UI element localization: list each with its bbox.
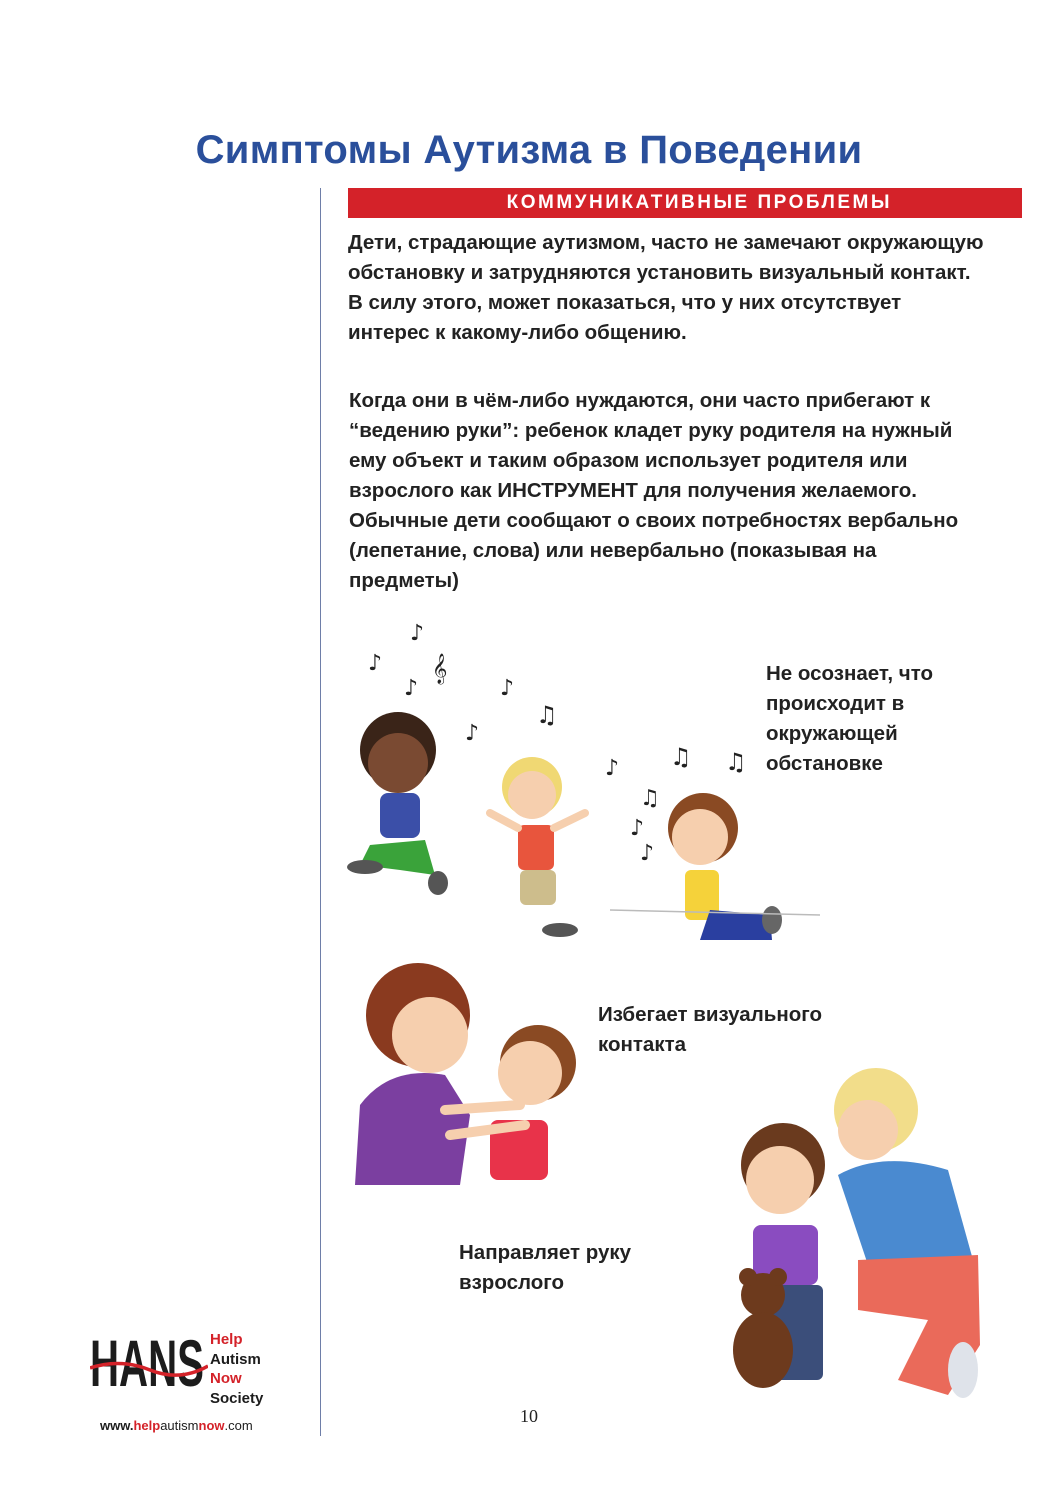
section-banner-label: КОММУНИКАТИВНЫЕ ПРОБЛЕМЫ: [506, 192, 892, 213]
logo-word-help: Help: [210, 1331, 243, 1348]
hans-logo-wordmark: HANS: [90, 1328, 204, 1398]
svg-text:♪: ♪: [404, 676, 419, 701]
svg-text:♪: ♪: [605, 756, 620, 781]
paragraph-hand-leading-part1: Когда они в чём-либо нуждаются, они часто прибегают к “ведению руки”: ребенок кладет руку родителя на нужный ему объект и таким образом использует родителя или взрослого как: [349, 389, 953, 502]
paragraph-hand-leading: [349, 386, 989, 596]
url-help: help: [133, 1418, 161, 1433]
paragraph-intro: Дети, страдающие аутизмом, часто не замечают окружающую обстановку и затрудняются установить визуальный контакт. В силу этого, может показаться, что у них отсутствует интерес к какому-либо общению.: [348, 231, 984, 344]
paragraph-hand-leading-part2: для получения желаемого. Обычные дети сообщают о своих потребностях вербально (лепетание, слова) или невербально (показывая на предметы): [349, 479, 959, 592]
svg-text:♫: ♫: [670, 743, 692, 771]
adult-holding-face: [355, 963, 470, 1185]
hans-logo-words: [210, 1330, 263, 1408]
column-divider: [320, 188, 321, 1436]
caption-unaware: Не осознает, что происходит в окружающей обстановке: [766, 662, 933, 775]
url-prefix: www.: [100, 1418, 134, 1433]
child-dancing-1: [347, 712, 448, 895]
page-number: 10: [520, 1406, 538, 1426]
svg-text:𝄞: 𝄞: [432, 654, 448, 684]
logo-word-now: Now: [210, 1370, 242, 1387]
svg-text:♪: ♪: [368, 651, 383, 676]
url-autism: autism: [160, 1418, 199, 1433]
caption-avoids-eye-contact: Избегает визуального контакта: [598, 1003, 823, 1056]
svg-text:♫: ♫: [725, 748, 747, 776]
hand-guiding-illustration: [718, 1060, 988, 1405]
url-now: now: [198, 1418, 225, 1433]
eye-contact-illustration: [350, 955, 590, 1195]
svg-text:♫: ♫: [536, 701, 558, 729]
adult-kneeling: [834, 1068, 980, 1398]
logo-word-autism: Autism: [210, 1350, 261, 1368]
svg-text:♪: ♪: [640, 841, 655, 866]
svg-text:♫: ♫: [640, 786, 660, 811]
paragraph-emphasis: ИНСТРУМЕНТ: [497, 479, 638, 502]
logo-word-society: Society: [210, 1389, 264, 1407]
caption-guides-hand: Направляет руку взрослого: [459, 1241, 632, 1294]
svg-text:♪: ♪: [465, 721, 480, 746]
page-title: Симптомы Аутизма в Поведении: [195, 128, 863, 172]
svg-text:♪: ♪: [500, 676, 515, 701]
section-banner: [348, 188, 1022, 218]
svg-text:♪: ♪: [630, 816, 645, 841]
svg-text:♪: ♪: [410, 621, 425, 646]
child-dancing-2: [490, 757, 585, 937]
hans-logo-mark: [90, 1328, 208, 1398]
url-suffix: .com: [224, 1418, 253, 1433]
